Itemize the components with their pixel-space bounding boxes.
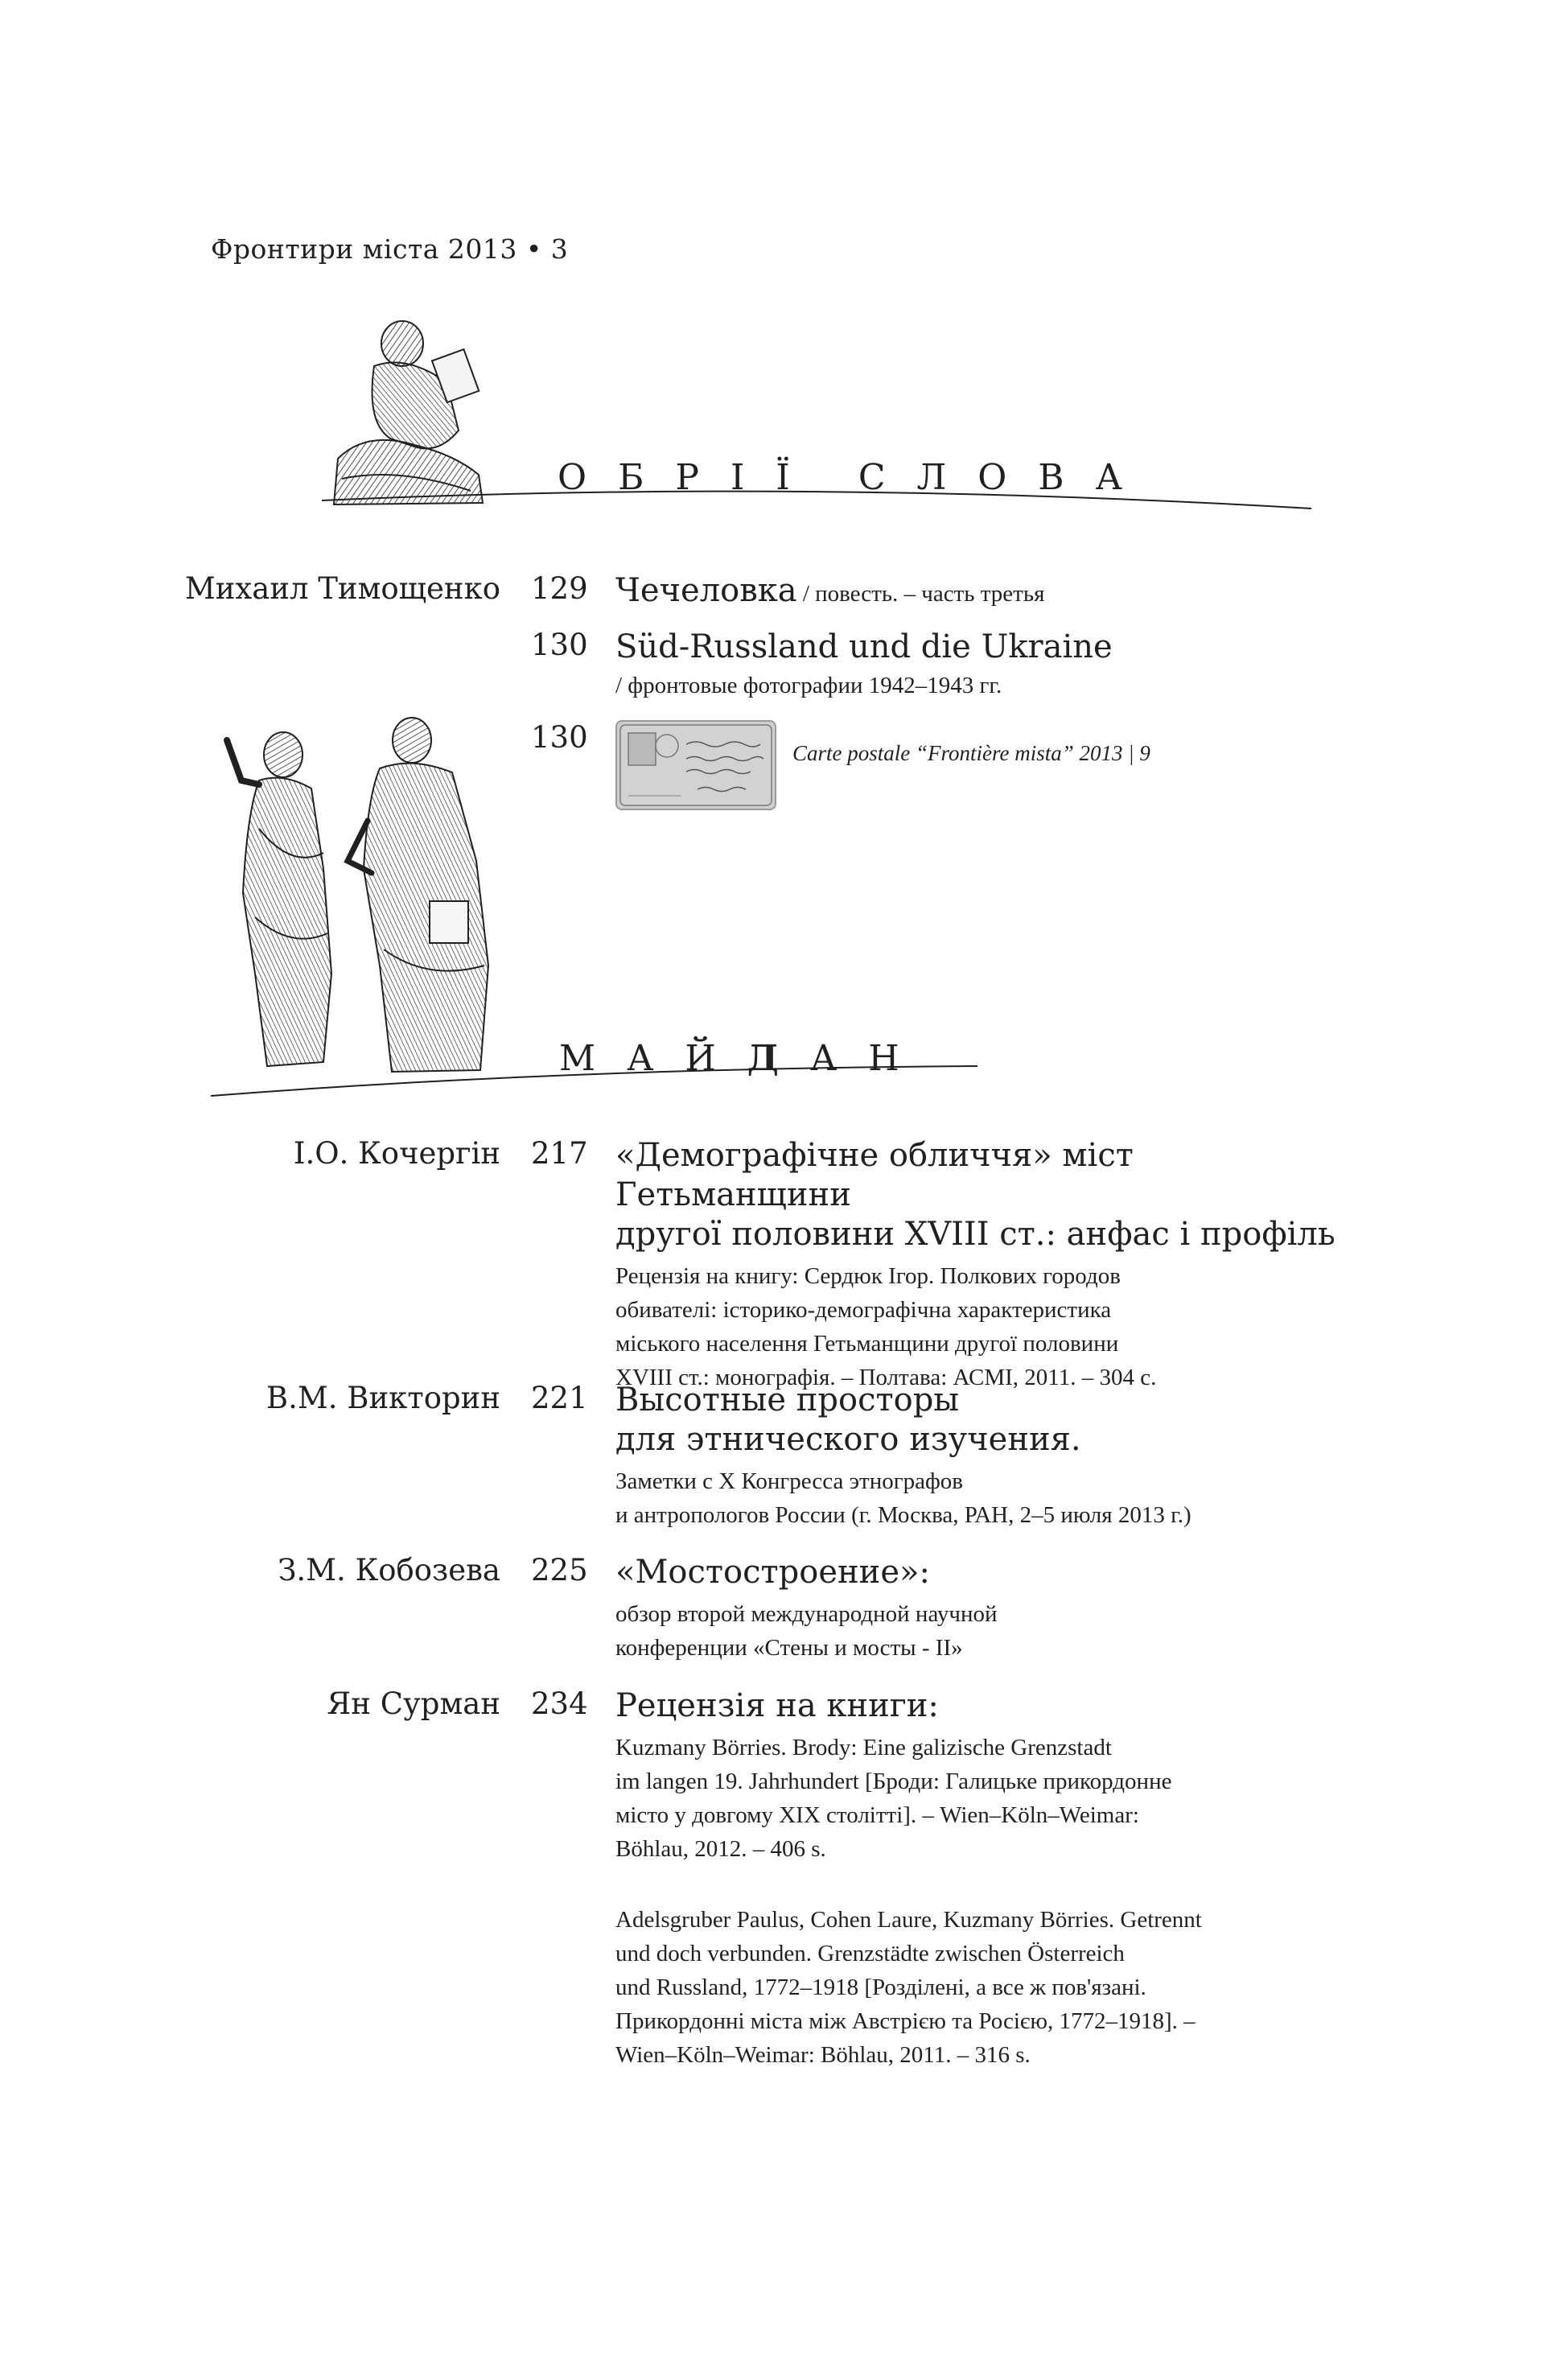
title-letter: Н [868, 1038, 899, 1079]
postcard-drawing [617, 722, 775, 809]
entry-subtitle: и антропологов России (г. Москва, РАН, 2–5 июля 2013 г.) [615, 1502, 1191, 1528]
section-title-maidan [559, 1038, 931, 1079]
entry-page[interactable]: 217 [531, 1136, 588, 1171]
title-letter: А [1095, 457, 1122, 498]
seated-scholar-engraving [318, 318, 503, 507]
entry-author: І.О. Кочергін [293, 1136, 500, 1171]
entry-subtitle: місто у довгому XIX столітті]. – Wien–Köln–Weimar: [615, 1802, 1139, 1828]
title-letter: А [627, 1038, 654, 1079]
title-letter: Й [685, 1038, 716, 1079]
entry-subtitle: und doch verbunden. Grenzstädte zwischen Österreich [615, 1941, 1125, 1966]
entry-page[interactable]: 225 [531, 1553, 588, 1587]
entry-subtitle: Kuzmany Börries. Brody: Eine galizische Grenzstadt [615, 1735, 1112, 1760]
title-letter: Ї [776, 457, 790, 498]
entry-subtitle: XVIII ст.: монографія. – Полтава: АСМІ, 2011. – 304 с. [615, 1365, 1157, 1390]
title-letter: Д [747, 1038, 779, 1079]
entry-title[interactable]: Süd-Russland und die Ukraine [615, 628, 1113, 665]
entry-subtitle: / фронтовые фотографии 1942–1943 гг. [615, 673, 1002, 698]
entry-title[interactable]: «Мостостроение»: [615, 1554, 930, 1591]
entry-subtitle: обивателі: історико-демографічна характеристика [615, 1297, 1112, 1323]
postcard-caption: Carte postale “Frontière mista” 2013 | 9 [792, 741, 1150, 765]
title-letter: Б [618, 457, 644, 498]
entry-subtitle: Böhlau, 2012. – 406 s. [615, 1836, 826, 1862]
postcard-image[interactable] [615, 720, 776, 810]
title-letter: І [730, 457, 745, 498]
entry-author: Ян Сурман [327, 1686, 500, 1721]
entry-title[interactable] [615, 571, 1372, 614]
entry-subtitle: / повесть. – часть третья [796, 581, 1045, 607]
entry-subtitle: Adelsgruber Paulus, Cohen Laure, Kuzmany Börries. Getrennt [615, 1907, 1202, 1933]
entry-page[interactable]: 234 [531, 1686, 588, 1721]
section-title-obrii [558, 457, 1154, 498]
title-letter: О [977, 457, 1007, 498]
entry-page[interactable]: 130 [531, 628, 588, 662]
entry-author: В.М. Викторин [265, 1381, 500, 1415]
entry-title[interactable]: Рецензія на книги: [615, 1687, 939, 1724]
entry-title-text: Чечеловка [615, 572, 797, 609]
title-letter: М [559, 1038, 596, 1079]
entry-subtitle: Прикордонні міста між Австрією та Росією, 1772–1918]. – [615, 2008, 1196, 2034]
title-letter: Л [916, 457, 947, 498]
entry-author: Михаил Тимощенко [184, 571, 500, 606]
entry-author: З.М. Кобозева [278, 1553, 500, 1587]
entry-subtitle: und Russland, 1772–1918 [Розділені, а все ж пов'язані. [615, 1975, 1146, 2000]
entry-title[interactable]: другої половини XVIII ст.: анфас і профіль [615, 1216, 1335, 1253]
entry-page[interactable]: 130 [531, 720, 588, 755]
title-letter: В [1038, 457, 1064, 498]
entry-title[interactable]: Высотные просторы [615, 1382, 960, 1419]
title-letter: А [809, 1038, 838, 1079]
entry-title[interactable]: «Демографічне обличчя» міст Гетьманщини [615, 1137, 1134, 1213]
philosophers-engraving [211, 708, 508, 1078]
entry-subtitle: обзор второй международной научной [615, 1601, 998, 1627]
entry-subtitle: конференции «Стены и мосты - II» [615, 1635, 963, 1661]
entry-subtitle: Wien–Köln–Weimar: Böhlau, 2011. – 316 s. [615, 2042, 1031, 2068]
title-letter: С [858, 457, 886, 498]
title-letter: О [558, 457, 587, 498]
entry-subtitle: Рецензія на книгу: Сердюк Ігор. Полкових городов [615, 1263, 1121, 1289]
entry-page[interactable]: 129 [531, 571, 588, 606]
entry-subtitle: Заметки с X Конгресса этнографов [615, 1468, 963, 1494]
entry-page[interactable]: 221 [531, 1381, 588, 1415]
entry-subtitle: im langen 19. Jahrhundert [Броди: Галицьке прикордонне [615, 1769, 1172, 1794]
entry-title[interactable]: для этнического изучения. [615, 1421, 1081, 1458]
entry-subtitle: міського населення Гетьманщини другої половини [615, 1331, 1119, 1357]
running-head: Фронтири міста 2013 • 3 [211, 233, 569, 265]
title-letter: Р [675, 457, 700, 498]
